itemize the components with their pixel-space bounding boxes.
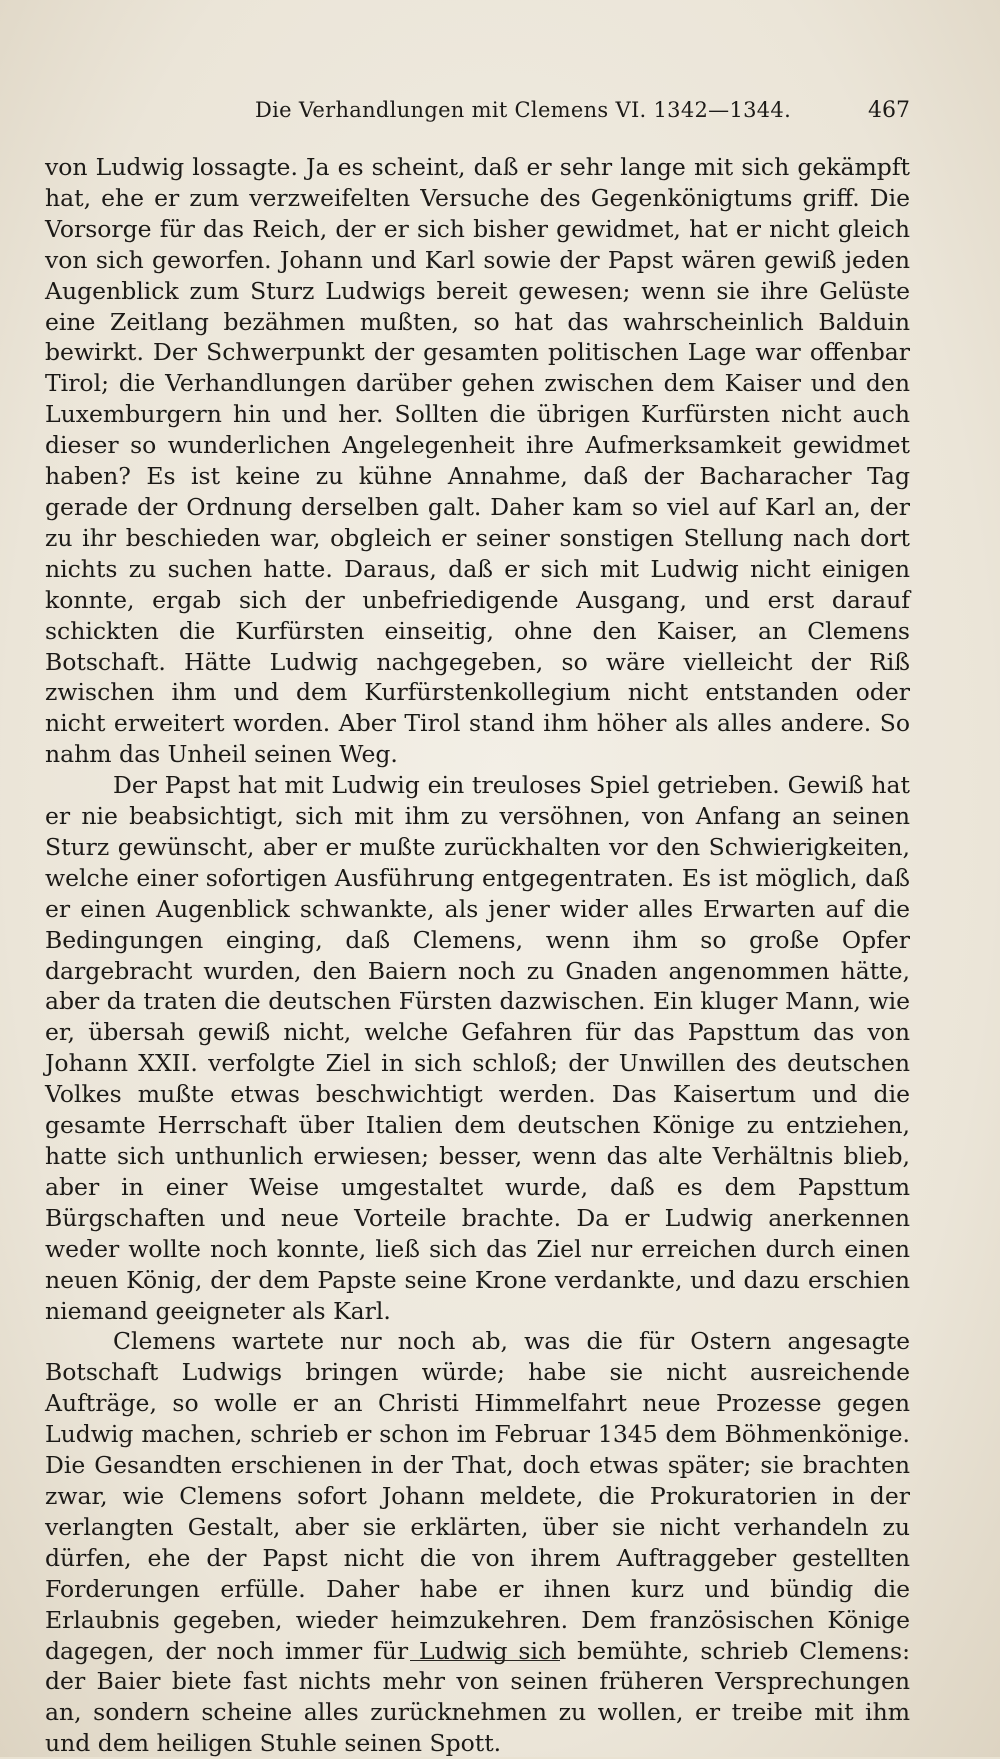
page-header	[45, 98, 910, 132]
paragraph-2: Der Papst hat mit Ludwig ein treuloses Spiel getrieben. Gewiß hat er nie beabsichtigt, sich mit ihm zu versöhnen, von Anfang an seinen Sturz gewünscht, aber er mußte zurückhalten vor den Schwierigkeiten, welche einer sofortigen Ausführung entgegentraten. Es ist möglich, daß er einen Augenblick schwankte, als jener wider alles Erwarten auf die Bedingungen einging, daß Clemens, wenn ihm so große Opfer dargebracht wurden, den Baiern noch zu Gnaden angenommen hätte, aber da traten die deutschen Fürsten dazwischen. Ein kluger Mann, wie er, übersah gewiß nicht, welche Gefahren für das Papsttum das von Johann XXII. verfolgte Ziel in sich schloß; der Unwillen des deutschen Volkes mußte etwas beschwichtigt werden. Das Kaisertum und die gesamte Herrschaft über Italien dem deutschen Könige zu entziehen, hatte sich unthunlich erwiesen; besser, wenn das alte Verhältnis blieb, aber in einer Weise umgestaltet wurde, daß es dem Papsttum Bürgschaften und neue Vorteile brachte. Da er Ludwig anerkennen weder wollte noch konnte, ließ sich das Ziel nur erreichen durch einen neuen König, der dem Papste seine Krone verdankte, und dazu erschien niemand geeigneter als Karl.	[45, 771, 910, 1325]
paragraph-1: von Ludwig lossagte. Ja es scheint, daß er sehr lange mit sich gekämpft hat, ehe er zum verzweifelten Versuche des Gegenkönigtums griff. Die Vorsorge für das Reich, der er sich bisher gewidmet, hat er nicht gleich von sich geworfen. Johann und Karl sowie der Papst wären gewiß jeden Augenblick zum Sturz Ludwigs bereit gewesen; wenn sie ihre Gelüste eine Zeitlang bezähmen mußten, so hat das wahrscheinlich Balduin bewirkt. Der Schwerpunkt der gesamten politischen Lage war offenbar Tirol; die Verhandlungen darüber gehen zwischen dem Kaiser und den Luxemburgern hin und her. Sollten die übrigen Kurfürsten nicht auch dieser so wunderlichen Angelegenheit ihre Aufmerksamkeit gewidmet haben? Es ist keine zu kühne Annahme, daß der Bacharacher Tag gerade der Ordnung derselben galt. Daher kam so viel auf Karl an, der zu ihr beschieden war, obgleich er seiner sonstigen Stellung nach dort nichts zu suchen hatte. Daraus, daß er sich mit Ludwig nicht einigen konnte, ergab sich der unbefriedigende Ausgang, und erst darauf schickten die Kurfürsten einseitig, ohne den Kaiser, an Clemens Botschaft. Hätte Ludwig nachgegeben, so wäre vielleicht der Riß zwischen ihm und dem Kurfürstenkollegium nicht entstanden oder nicht erweitert worden. Aber Tirol stand ihm höher als alles andere. So nahm das Unheil seinen Weg.	[45, 153, 910, 769]
paragraph-3: Clemens wartete nur noch ab, was die für Ostern angesagte Botschaft Ludwigs bringen würde; habe sie nicht ausreichende Aufträge, so wolle er an Christi Himmelfahrt neue Prozesse gegen Ludwig machen, schrieb er schon im Februar 1345 dem Böhmenkönige. Die Gesandten erschienen in der That, doch etwas später; sie brachten zwar, wie Clemens sofort Johann meldete, die Prokuratorien in der verlangten Gestalt, aber sie erklärten, über sie nicht verhandeln zu dürfen, ehe der Papst nicht die von ihrem Auftraggeber gestellten Forderungen erfülle. Daher habe er ihnen kurz und bündig die Erlaubnis gegeben, wieder heimzukehren. Dem französischen Könige dagegen, der noch immer für Ludwig sich bemühte, schrieb Clemens: der Baier biete fast nichts mehr von seinen früheren Versprechungen an, sondern scheine alles zurücknehmen zu wollen, er treibe mit ihm und dem heiligen Stuhle seinen Spott.	[45, 1327, 910, 1758]
section-end-rule	[410, 1660, 560, 1661]
running-title: Die Verhandlungen mit Clemens VI. 1342—1344.	[255, 98, 792, 122]
body-text	[45, 152, 910, 1759]
page-number: 467	[868, 98, 910, 123]
